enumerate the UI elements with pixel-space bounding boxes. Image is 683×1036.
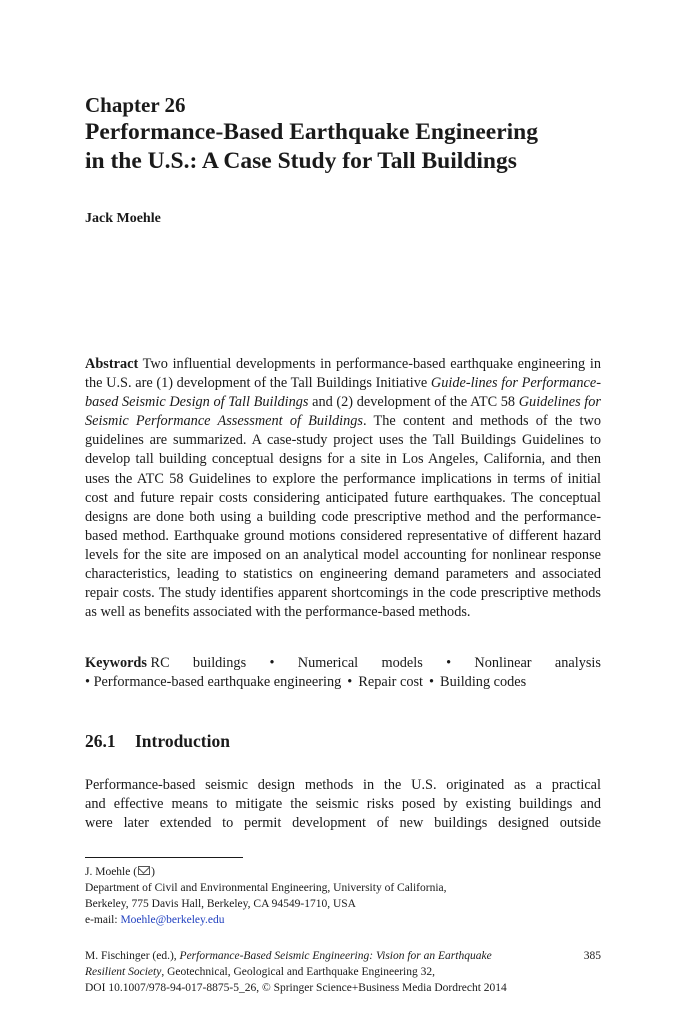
citation-book-title-b: Resilient Society: [85, 966, 162, 978]
intro-line-1: Performance-based seismic design methods in the U.S. originated as a practical: [85, 777, 601, 793]
section-heading: [85, 730, 230, 752]
section-number: 26.1: [85, 731, 116, 751]
keyword-separator: •: [85, 674, 91, 691]
email-link[interactable]: Moehle@berkeley.edu: [120, 914, 225, 926]
paper-page: [85, 0, 601, 1036]
citation-line-2: [85, 964, 601, 980]
keywords-heading: Keywords: [85, 655, 147, 671]
chapter-title-line-1: Performance-Based Earthquake Engineering: [85, 119, 538, 145]
keyword-repair-cost: Repair cost: [358, 674, 424, 691]
citation-editor: M. Fischinger (ed.),: [85, 950, 180, 962]
citation-book-title-a: Performance-Based Seismic Engineering: Vision for an Earthquake: [179, 950, 492, 962]
author-name: Jack Moehle: [85, 211, 161, 226]
keyword-rc: RC: [150, 655, 170, 671]
keyword-building-codes: Building codes: [440, 674, 527, 691]
footnote-affiliation-1: Department of Civil and Environmental Engineering, University of California,: [85, 882, 447, 894]
footnote-divider: [85, 857, 243, 858]
section-title: Introduction: [135, 731, 230, 751]
abstract-italic-b: Guidelines for Seismic Performance Assessment of Buildings: [85, 394, 601, 430]
keyword-nonlinear: Nonlinear: [474, 655, 532, 671]
footnote-email-label: e-mail:: [85, 914, 121, 926]
citation-series: , Geotechnical, Geological and Earthquake Engineering 32,: [161, 966, 435, 978]
footnote-email-line: [85, 912, 601, 928]
footnote-affiliation-2: Berkeley, 775 Davis Hall, Berkeley, CA 94549-1710, USA: [85, 898, 356, 910]
intro-line-2: and effective means to mitigate the seismic risks posed by existing buildings and: [85, 796, 601, 813]
footnote-author-suffix: ): [151, 866, 155, 878]
citation-doi: DOI 10.1007/978-94-017-8875-5_26, © Springer Science+Business Media Dordrecht 2014: [85, 982, 507, 994]
keywords-heading-group: [85, 654, 170, 673]
intro-paragraph: [85, 776, 601, 833]
footnote-author-prefix: J. Moehle (: [85, 866, 138, 878]
page-number: 385: [583, 950, 601, 962]
citation-line-1: [85, 948, 601, 964]
keyword-separator: •: [429, 674, 435, 691]
abstract-text-b: and (2) development of the ATC 58: [308, 394, 519, 411]
keyword-separator: •: [269, 655, 275, 671]
abstract-text-a: Two influential developments in performance-based earthquake engineering in the U.S. are (1) development of the Tall Buildings Initiative: [85, 356, 601, 392]
citation-block: [85, 948, 601, 996]
keyword-models: models: [381, 655, 423, 671]
chapter-label: Chapter 26: [85, 93, 186, 117]
intro-line-3: were later extended to permit development of new buildings designed outside: [85, 815, 601, 832]
chapter-title: [85, 118, 601, 176]
envelope-icon: [138, 866, 150, 875]
abstract-italic-a: Guide-lines for Performance-based Seismic Design of Tall Buildings: [85, 375, 601, 411]
keyword-buildings: buildings: [192, 655, 247, 671]
keywords-line-1: [85, 654, 601, 673]
keyword-analysis: analysis: [554, 655, 601, 671]
keyword-separator: •: [347, 674, 353, 691]
chapter-title-line-2: in the U.S.: A Case Study for Tall Buildings: [85, 148, 517, 174]
keyword-separator: •: [446, 655, 452, 671]
keyword-pbee: Performance-based earthquake engineering: [93, 674, 342, 691]
author-footnote: [85, 864, 601, 928]
keyword-numerical: Numerical: [297, 655, 359, 671]
abstract: [85, 355, 601, 622]
keywords-line-2: [85, 673, 601, 692]
abstract-heading: Abstract: [85, 356, 139, 372]
footnote-author: [85, 864, 601, 880]
keywords: [85, 654, 601, 692]
abstract-text-c: . The content and methods of the two guidelines are summarized. A case-study project uses the Tall Buildings Guidelines to develop tall building conceptual designs for a site in Los Angeles, California, and then uses the ATC 58 Guidelines to explore the performance implications in terms of initial cost and future repair costs considering anticipated future earthquakes. The conceptual designs are done both using a building code prescriptive method and the performance-based method. Earthquake ground motions considered representative of different hazard levels for the site are imposed on an analytical model accounting for nonlinear response characteristics, leading to statistics on engineering demand parameters and associated repair costs. The study identifies apparent shortcomings in the code prescriptive methods as well as benefits associated with the performance-based methods.: [85, 413, 601, 621]
